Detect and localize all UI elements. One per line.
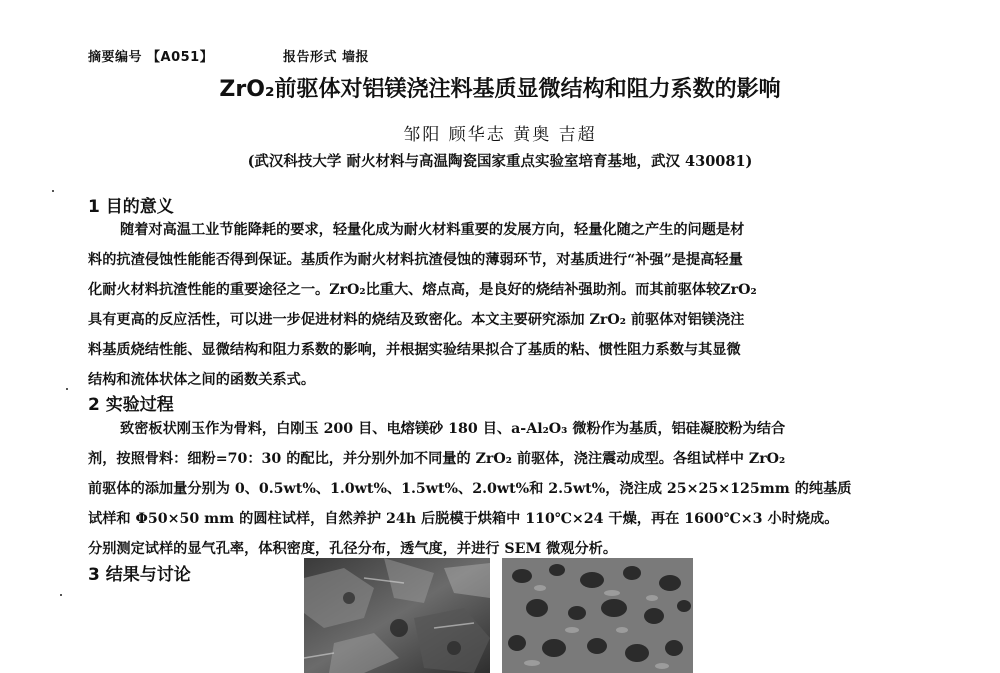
section-1-line: 料基质烧结性能、显微结构和阻力系数的影响，并根据实验结果拟合了基质的粘、惯性阻力系数与其显微: [88, 342, 741, 358]
section-2-line: 分别测定试样的显气孔率，体积密度，孔径分布，透气度，并进行 SEM 微观分析。: [88, 541, 618, 557]
paper-affiliation: (武汉科技大学 耐火材料与高温陶瓷国家重点实验室培育基地，武汉 430081): [247, 153, 753, 170]
scan-speck: [52, 190, 54, 192]
paper-authors: 邹阳 顾华志 黄奥 吉超: [403, 125, 597, 145]
section-1-heading: 1 目的意义: [88, 197, 174, 217]
section-3-heading: 3 结果与讨论: [88, 565, 191, 585]
section-1-line: 化耐火材料抗渣性能的重要途径之一。ZrO₂比重大、熔点高，是良好的烧结补强助剂。而其前驱体较ZrO₂: [88, 282, 757, 298]
sem-micrograph-left: [304, 558, 490, 673]
section-2-line: 试样和 Φ50×50 mm 的圆柱试样，自然养护 24h 后脱模于烘箱中 110℃×24 干燥，再在 1600℃×3 小时烧成。: [88, 511, 839, 527]
abstract-meta: [88, 46, 370, 65]
section-2-body: [88, 414, 918, 564]
section-2-heading: 2 实验过程: [88, 395, 174, 415]
paper-title: ZrO₂前驱体对铝镁浇注料基质显微结构和阻力系数的影响: [219, 77, 781, 102]
section-2-line: 致密板状刚玉作为骨料，白刚玉 200 目、电熔镁砂 180 目、a-Al₂O₃ 微粉作为基质，铝硅凝胶粉为结合: [120, 421, 786, 437]
scan-speck: [60, 594, 62, 596]
abstract-code: 摘要编号 【A051】: [88, 50, 214, 65]
section-1-line: 料的抗渣侵蚀性能能否得到保证。基质作为耐火材料抗渣侵蚀的薄弱环节，对基质进行“补强”是提高轻量: [88, 252, 743, 268]
report-form: 报告形式 墙报: [283, 50, 370, 65]
section-1-line: 结构和流体状体之间的函数关系式。: [88, 372, 316, 388]
section-1-body: [88, 215, 918, 395]
section-1-line: 随着对高温工业节能降耗的要求，轻量化成为耐火材料重要的发展方向，轻量化随之产生的问题是材: [120, 222, 745, 238]
section-2-line: 前驱体的添加量分别为 0、0.5wt%、1.0wt%、1.5wt%、2.0wt%和 2.5wt%，浇注成 25×25×125mm 的纯基质: [88, 481, 852, 497]
sem-micrograph-right: [502, 558, 693, 673]
section-2-line: 剂，按照骨料：细粉=70：30 的配比，并分别外加不同量的 ZrO₂ 前驱体，浇注震动成型。各组试样中 ZrO₂: [88, 451, 786, 467]
scan-speck: [66, 388, 68, 390]
section-1-line: 具有更高的反应活性，可以进一步促进材料的烧结及致密化。本文主要研究添加 ZrO₂ 前驱体对铝镁浇注: [88, 312, 745, 328]
